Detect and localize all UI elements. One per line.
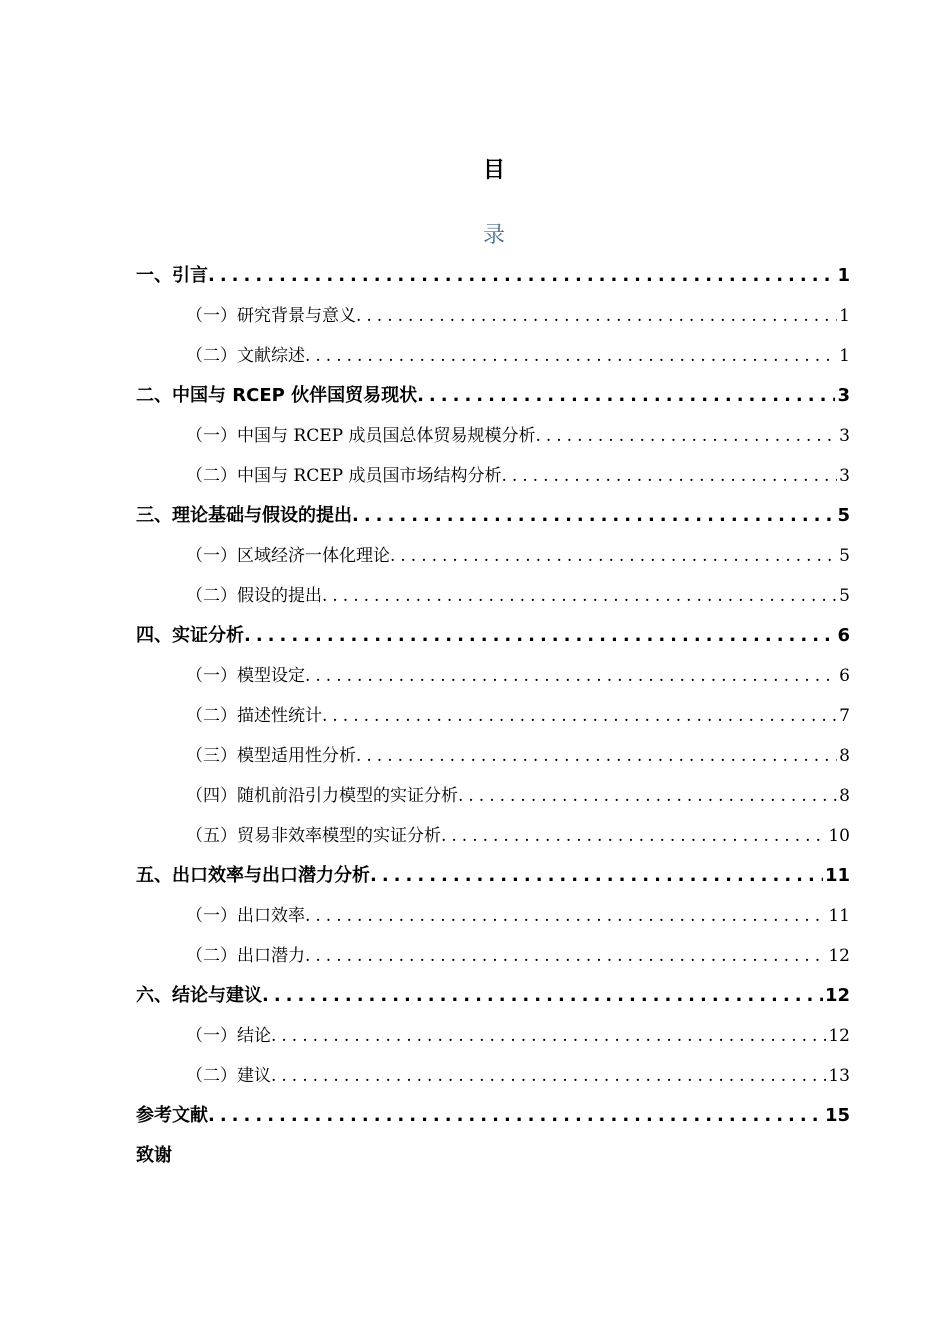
toc-section-entry[interactable]	[136, 816, 850, 856]
toc-dot-leader	[441, 816, 826, 856]
table-of-contents	[136, 256, 850, 1176]
toc-entry-label: （四）随机前沿引力模型的实证分析	[186, 786, 458, 806]
toc-page-number: 5	[839, 586, 850, 606]
toc-chapter-entry[interactable]	[136, 856, 850, 896]
toc-entry-label: （二）文献综述	[186, 346, 305, 366]
toc-page-number: 11	[824, 865, 850, 886]
toc-section-entry[interactable]	[136, 896, 850, 936]
toc-page-number: 5	[837, 505, 850, 526]
toc-entry-label: （一）中国与 RCEP 成员国总体贸易规模分析	[186, 426, 536, 446]
toc-page-number: 12	[824, 985, 850, 1006]
toc-section-entry[interactable]	[136, 696, 850, 736]
toc-dot-leader	[262, 976, 823, 1016]
toc-heading-first-char: 目	[482, 158, 505, 183]
toc-entry-label: 四、实证分析	[136, 625, 244, 646]
toc-entry-label: （三）模型适用性分析	[186, 746, 356, 766]
toc-dot-leader	[322, 576, 837, 616]
toc-page-number: 1	[839, 306, 850, 326]
toc-page-number: 13	[828, 1066, 850, 1086]
toc-section-entry[interactable]	[136, 776, 850, 816]
toc-entry-label: （五）贸易非效率模型的实证分析	[186, 826, 441, 846]
toc-chapter-entry[interactable]	[136, 1096, 850, 1136]
toc-dot-leader	[305, 336, 837, 376]
toc-dot-leader	[208, 1096, 823, 1136]
toc-entry-label: 致谢	[136, 1145, 172, 1166]
toc-dot-leader	[458, 776, 837, 816]
toc-entry-label: （二）出口潜力	[186, 946, 305, 966]
toc-dot-leader	[417, 376, 835, 416]
toc-page-number: 1	[837, 265, 850, 286]
toc-page-number: 3	[839, 466, 850, 486]
toc-entry-label: （二）描述性统计	[186, 706, 322, 726]
toc-dot-leader	[322, 696, 837, 736]
toc-page-number: 11	[828, 906, 850, 926]
toc-entry-label: （一）研究背景与意义	[186, 306, 356, 326]
toc-dot-leader	[356, 296, 837, 336]
toc-dot-leader	[305, 656, 837, 696]
toc-section-entry[interactable]	[136, 736, 850, 776]
toc-page-number: 3	[837, 385, 850, 406]
toc-page-number: 6	[837, 625, 850, 646]
toc-entry-label: 参考文献	[136, 1105, 208, 1126]
toc-dot-leader	[390, 536, 837, 576]
toc-dot-leader	[305, 936, 826, 976]
toc-page-number: 5	[839, 546, 850, 566]
toc-page-number: 3	[839, 426, 850, 446]
toc-page-number: 1	[839, 346, 850, 366]
toc-entry-label: 三、理论基础与假设的提出	[136, 505, 352, 526]
toc-page-number: 12	[828, 1026, 850, 1046]
toc-chapter-entry[interactable]	[136, 976, 850, 1016]
toc-entry-label: 六、结论与建议	[136, 985, 262, 1006]
toc-page-number: 8	[839, 746, 850, 766]
toc-entry-label: 五、出口效率与出口潜力分析	[136, 865, 370, 886]
toc-section-entry[interactable]	[136, 456, 850, 496]
toc-dot-leader	[370, 856, 823, 896]
toc-page-number: 8	[839, 786, 850, 806]
toc-section-entry[interactable]	[136, 1016, 850, 1056]
toc-entry-label: （一）结论	[186, 1026, 271, 1046]
toc-entry-label: （二）中国与 RCEP 成员国市场结构分析	[186, 466, 502, 486]
toc-page-number: 15	[824, 1105, 850, 1126]
toc-page-number: 6	[839, 666, 850, 686]
toc-entry-label: 一、引言	[136, 265, 208, 286]
toc-dot-leader	[501, 456, 837, 496]
toc-entry-label: （一）出口效率	[186, 906, 305, 926]
toc-dot-leader	[352, 496, 835, 536]
toc-section-entry[interactable]	[136, 576, 850, 616]
toc-heading-second-char: 录	[482, 223, 505, 248]
toc-entry-label: 二、中国与 RCEP 伙伴国贸易现状	[136, 385, 418, 406]
toc-section-entry[interactable]	[136, 1056, 850, 1096]
toc-dot-leader	[305, 896, 826, 936]
toc-section-entry[interactable]	[136, 416, 850, 456]
toc-section-entry[interactable]	[136, 336, 850, 376]
toc-chapter-entry[interactable]	[136, 256, 850, 296]
toc-entry-label: （一）区域经济一体化理论	[186, 546, 390, 566]
toc-entry-label: （二）建议	[186, 1066, 271, 1086]
toc-section-entry[interactable]	[136, 656, 850, 696]
toc-entry-label: （二）假设的提出	[186, 586, 322, 606]
toc-dot-leader	[535, 416, 837, 456]
toc-dot-leader	[208, 256, 835, 296]
toc-section-entry[interactable]	[136, 936, 850, 976]
toc-section-entry[interactable]	[136, 536, 850, 576]
toc-entry-label: （一）模型设定	[186, 666, 305, 686]
toc-page-number: 7	[839, 706, 850, 726]
toc-dot-leader	[271, 1056, 826, 1096]
toc-chapter-entry[interactable]	[136, 496, 850, 536]
toc-chapter-entry[interactable]	[136, 1136, 850, 1176]
toc-dot-leader	[271, 1016, 826, 1056]
toc-chapter-entry[interactable]	[136, 376, 850, 416]
toc-section-entry[interactable]	[136, 296, 850, 336]
toc-dot-leader	[356, 736, 837, 776]
toc-dot-leader	[244, 616, 835, 656]
toc-chapter-entry[interactable]	[136, 616, 850, 656]
toc-page-number: 10	[828, 826, 850, 846]
toc-page-number: 12	[828, 946, 850, 966]
